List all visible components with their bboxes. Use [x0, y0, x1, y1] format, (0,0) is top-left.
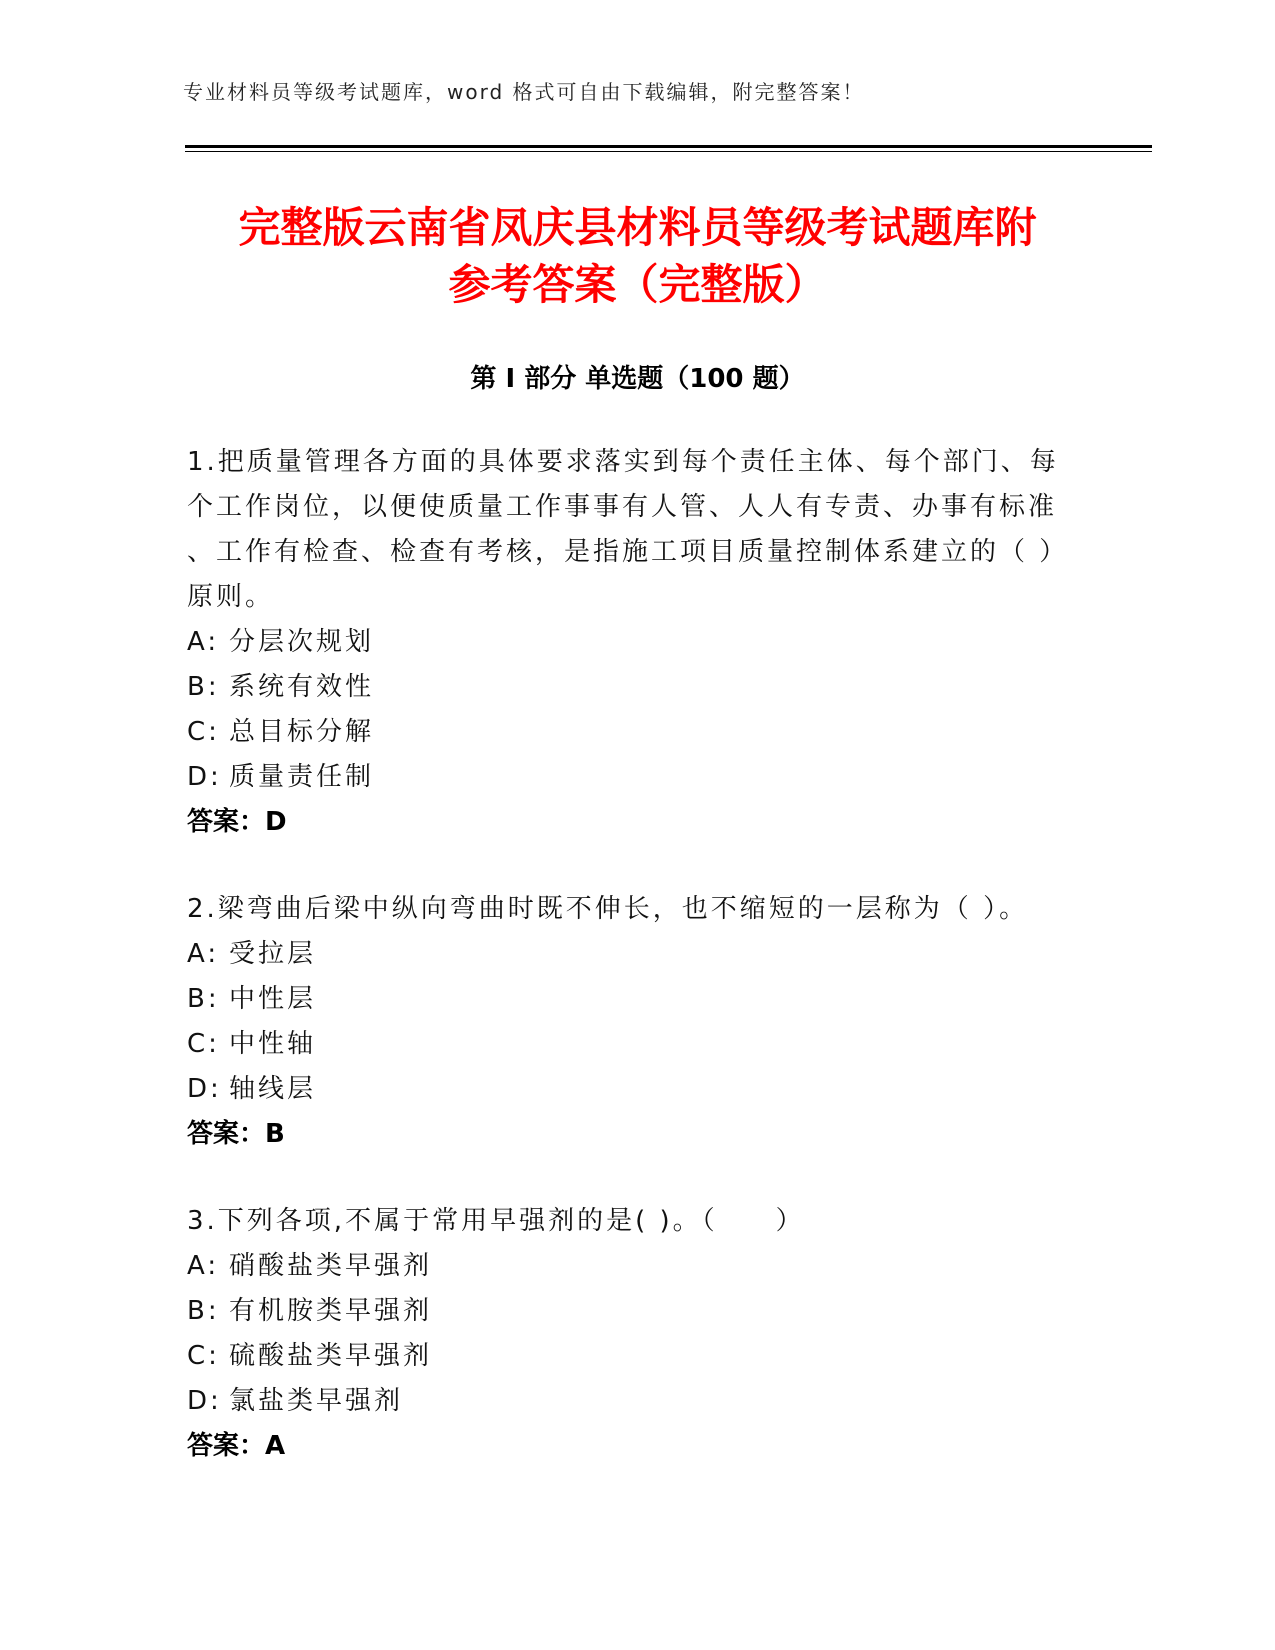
section-heading: 第 I 部分 单选题（100 题）	[470, 364, 805, 394]
stem-line: 原则。	[187, 582, 275, 612]
option-b: B: 有机胺类早强剂	[187, 1296, 433, 1326]
option-a: A: 硝酸盐类早强剂	[187, 1251, 433, 1281]
header-note: 专业材料员等级考试题库，word 格式可自由下载编辑，附完整答案！	[183, 80, 865, 104]
option-a: A: 分层次规划	[187, 627, 375, 657]
title-line-1: 完整版云南省凤庆县材料员等级考试题库附	[238, 203, 1037, 252]
question-2	[187, 887, 1067, 1157]
option-d: D: 质量责任制	[187, 762, 375, 792]
document-title	[150, 199, 1125, 313]
stem-line: 3.下列各项,不属于常用早强剂的是( )。（ ）	[187, 1206, 805, 1236]
question-1	[187, 440, 1067, 845]
option-d: D: 氯盐类早强剂	[187, 1386, 404, 1416]
question-stem	[187, 887, 1067, 932]
option-b: B: 系统有效性	[187, 672, 375, 702]
stem-line: 、工作有检查、检查有考核，是指施工项目质量控制体系建立的（ ）	[187, 537, 1069, 567]
option-c: C: 硫酸盐类早强剂	[187, 1341, 433, 1371]
answer: 答案：B	[187, 1119, 285, 1149]
question-list	[187, 440, 1067, 1511]
answer: 答案：A	[187, 1431, 286, 1461]
header-rule-thin	[185, 151, 1152, 152]
question-stem	[187, 1199, 1067, 1244]
option-a: A: 受拉层	[187, 939, 317, 969]
header-rule-thick	[185, 145, 1152, 148]
option-b: B: 中性层	[187, 984, 317, 1014]
option-d: D: 轴线层	[187, 1074, 317, 1104]
question-stem	[187, 440, 1067, 620]
option-c: C: 总目标分解	[187, 717, 375, 747]
title-line-2: 参考答案（完整版）	[448, 260, 827, 309]
stem-line: 1.把质量管理各方面的具体要求落实到每个责任主体、每个部门、每	[187, 447, 1059, 477]
question-3	[187, 1199, 1067, 1469]
option-c: C: 中性轴	[187, 1029, 317, 1059]
stem-line: 个工作岗位，以便使质量工作事事有人管、人人有专责、办事有标准	[187, 492, 1058, 522]
answer: 答案：D	[187, 807, 287, 837]
stem-line: 2.梁弯曲后梁中纵向弯曲时既不伸长，也不缩短的一层称为（ ）。	[187, 894, 1029, 924]
